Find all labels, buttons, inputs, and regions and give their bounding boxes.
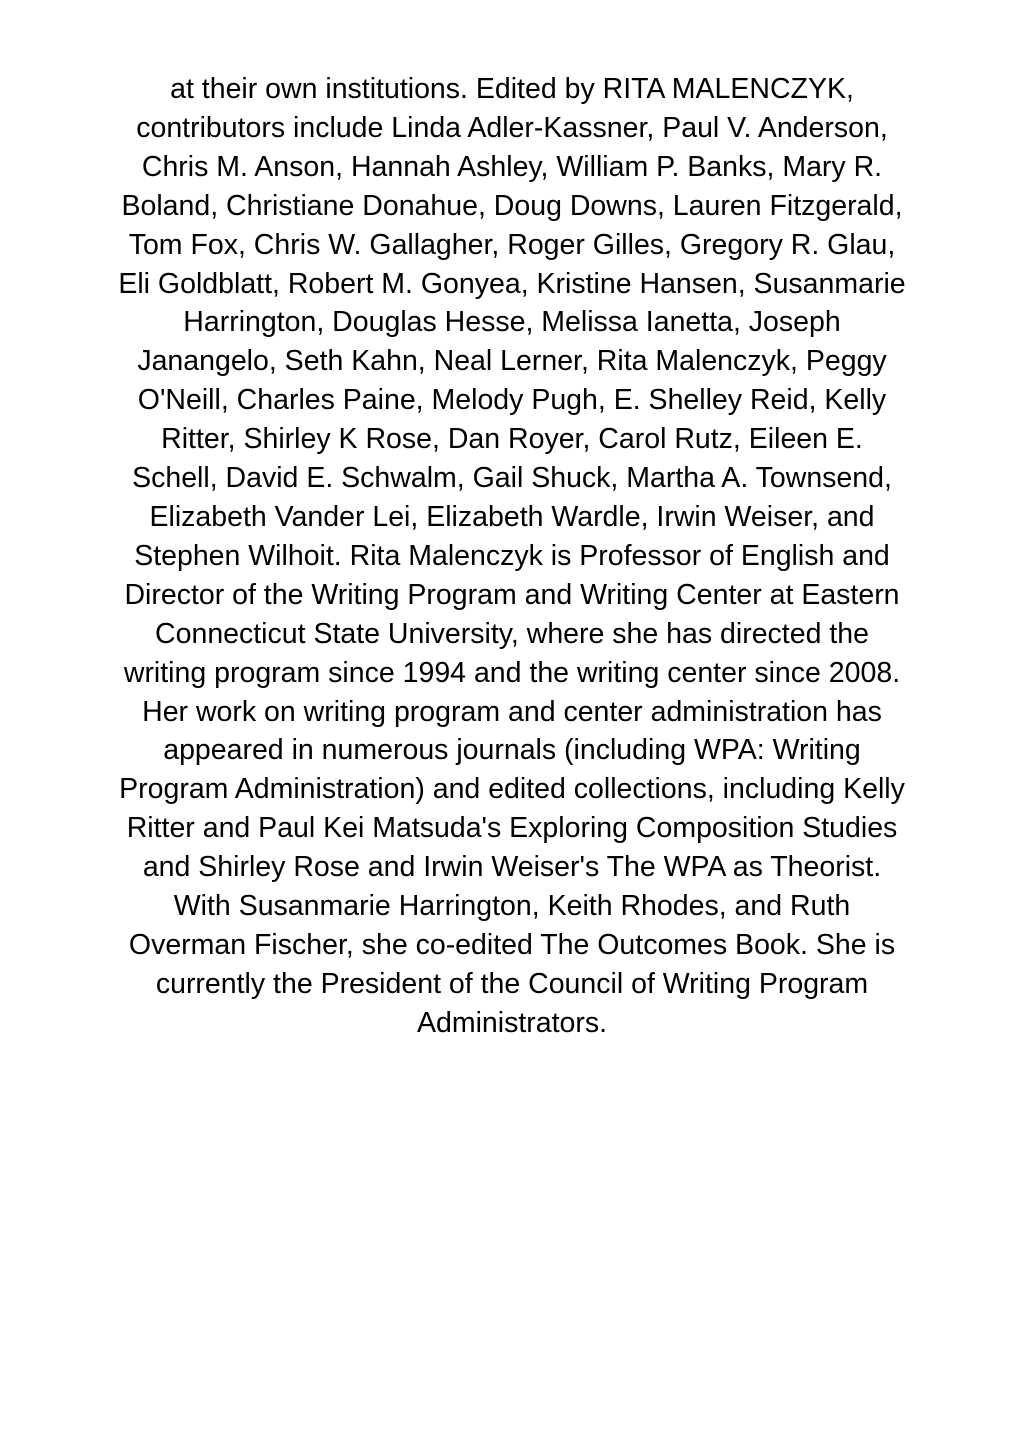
text-line: Boland, Christiane Donahue, Doug Downs, Lauren Fitzgerald,: [121, 189, 903, 222]
text-line: Connecticut State University, where she has directed the: [155, 617, 869, 650]
text-line: With Susanmarie Harrington, Keith Rhodes, and Ruth: [173, 890, 851, 923]
text-line: and Shirley Rose and Irwin Weiser's The WPA as Theorist.: [142, 851, 882, 884]
text-line: Eli Goldblatt, Robert M. Gonyea, Kristine Hansen, Susanmarie: [118, 267, 906, 300]
text-line: Tom Fox, Chris W. Gallagher, Roger Gilles, Gregory R. Glau,: [128, 228, 896, 261]
text-line: Chris M. Anson, Hannah Ashley, William P. Banks, Mary R.: [141, 150, 883, 183]
text-line: Ritter and Paul Kei Matsuda's Exploring Composition Studies: [126, 812, 898, 845]
text-line: Harrington, Douglas Hesse, Melissa Ianetta, Joseph: [183, 306, 841, 339]
text-line: Stephen Wilhoit. Rita Malenczyk is Professor of English and: [134, 539, 890, 572]
text-line: Overman Fischer, she co-edited The Outcomes Book. She is: [128, 928, 896, 961]
text-line: Administrators.: [416, 1006, 608, 1039]
body-paragraph: [40, 70, 984, 1043]
document-page: [0, 70, 1024, 1043]
text-line: Director of the Writing Program and Writing Center at Eastern: [124, 578, 900, 611]
text-line: Elizabeth Vander Lei, Elizabeth Wardle, Irwin Weiser, and: [149, 500, 875, 533]
text-line: contributors include Linda Adler-Kassner, Paul V. Anderson,: [136, 111, 888, 144]
text-line: currently the President of the Council of Writing Program: [155, 967, 869, 1000]
text-line: Program Administration) and edited collections, including Kelly: [119, 773, 905, 806]
text-line: Janangelo, Seth Kahn, Neal Lerner, Rita Malenczyk, Peggy: [137, 345, 887, 378]
text-line: Her work on writing program and center administration has: [142, 695, 882, 728]
text-line: writing program since 1994 and the writing center since 2008.: [123, 656, 901, 689]
text-line: O'Neill, Charles Paine, Melody Pugh, E. Shelley Reid, Kelly: [137, 384, 887, 417]
text-line: Ritter, Shirley K Rose, Dan Royer, Carol Rutz, Eileen E.: [161, 423, 863, 456]
text-line: Schell, David E. Schwalm, Gail Shuck, Martha A. Townsend,: [132, 462, 892, 495]
text-line: at their own institutions. Edited by RITA MALENCZYK,: [170, 73, 854, 105]
text-line: appeared in numerous journals (including WPA: Writing: [163, 734, 861, 767]
